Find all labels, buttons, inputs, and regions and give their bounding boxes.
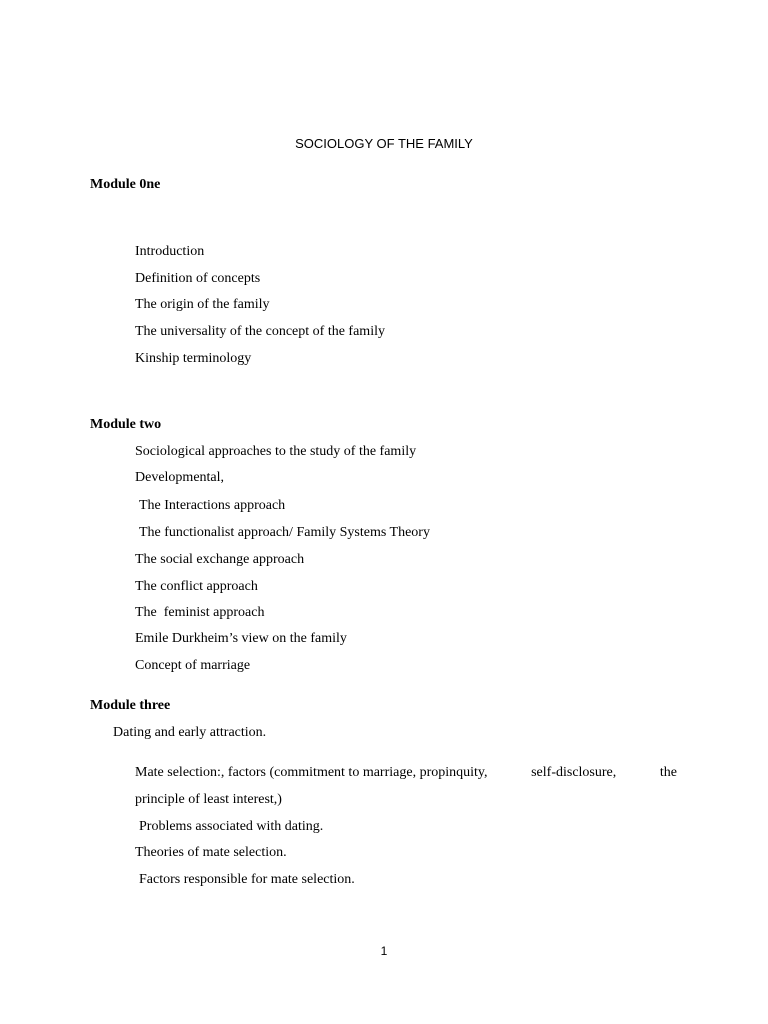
list-item: The social exchange approach xyxy=(135,552,305,567)
list-item: Developmental, xyxy=(135,470,225,485)
list-item: The Interactions approach xyxy=(139,498,286,513)
mate-selection-continuation: principle of least interest,) xyxy=(135,792,282,807)
page-number: 1 xyxy=(380,944,388,958)
mate-selection-text: self-disclosure, xyxy=(531,765,617,780)
module-three-intro: Dating and early attraction. xyxy=(113,725,267,740)
list-item: Problems associated with dating. xyxy=(139,819,324,834)
list-item: The conflict approach xyxy=(135,579,258,594)
list-item: The origin of the family xyxy=(135,297,270,312)
module-one-heading: Module 0ne xyxy=(90,177,161,192)
module-two-heading: Module two xyxy=(90,417,162,432)
list-item: Factors responsible for mate selection. xyxy=(139,872,355,887)
list-item: The universality of the concept of the family xyxy=(135,324,385,339)
list-item: Introduction xyxy=(135,244,205,259)
list-item: Definition of concepts xyxy=(135,271,261,286)
mate-selection-text: Mate selection:, factors (commitment to marriage, propinquity, xyxy=(135,765,488,780)
list-item: Sociological approaches to the study of the family xyxy=(135,444,417,459)
list-item: The feminist approach xyxy=(135,605,265,620)
module-three-heading: Module three xyxy=(90,698,171,713)
list-item: Concept of marriage xyxy=(135,658,251,673)
list-item: Theories of mate selection. xyxy=(135,845,287,860)
list-item: Kinship terminology xyxy=(135,351,252,366)
mate-selection-text: the xyxy=(659,765,677,780)
list-item: The functionalist approach/ Family Systems Theory xyxy=(139,525,430,540)
list-item: Emile Durkheim’s view on the family xyxy=(135,631,347,646)
mate-selection-line xyxy=(135,764,677,782)
document-title: SOCIOLOGY OF THE FAMILY xyxy=(295,136,473,151)
